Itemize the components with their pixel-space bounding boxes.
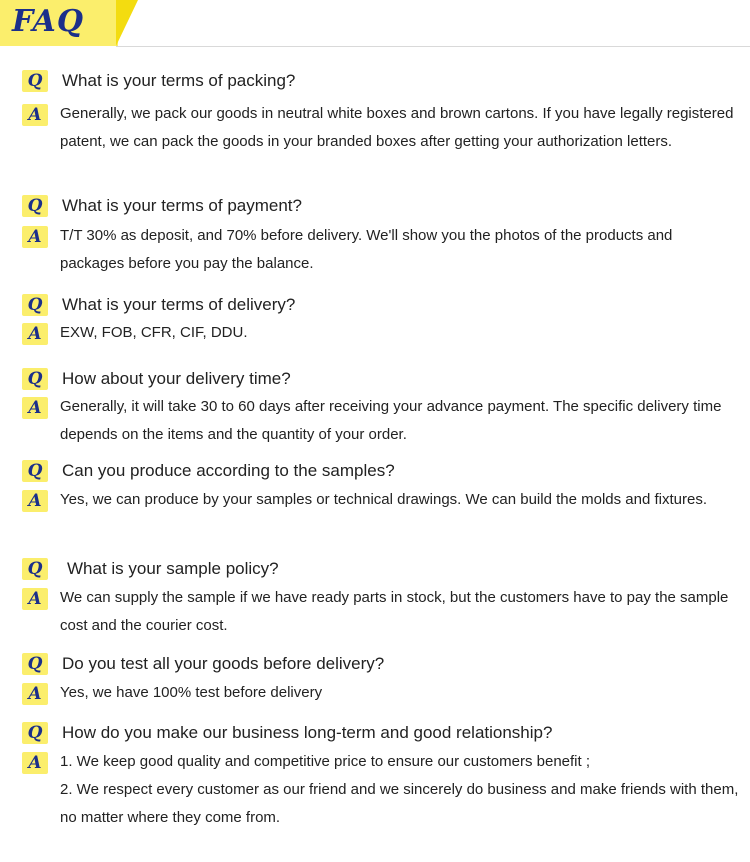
- faq-answer-text: EXW, FOB, CFR, CIF, DDU.: [60, 324, 248, 341]
- answer-badge: A: [22, 683, 48, 705]
- answer-badge: A: [22, 588, 48, 610]
- faq-question: How do you make our business long-term and good relationship?: [62, 723, 553, 742]
- faq-answer: [60, 222, 740, 278]
- question-badge: Q: [22, 195, 48, 217]
- answer-badge: A: [22, 323, 48, 345]
- faq-answer-text: 2. We respect every customer as our friend and we sincerely do business and make friends with them, no matter where they come from.: [60, 781, 739, 826]
- faq-question: How about your delivery time?: [62, 369, 291, 388]
- faq-answer: [60, 100, 740, 156]
- answer-badge: A: [22, 397, 48, 419]
- faq-question: What is your terms of delivery?: [62, 295, 296, 314]
- faq-header: [0, 0, 750, 48]
- faq-question: What is your terms of payment?: [62, 196, 302, 215]
- question-badge: Q: [22, 70, 48, 92]
- faq-answer-text: Yes, we have 100% test before delivery: [60, 684, 323, 701]
- answer-badge: A: [22, 226, 48, 248]
- faq-answer: [60, 319, 740, 347]
- faq-answer-text: Yes, we can produce by your samples or technical drawings. We can build the molds and fixtures.: [60, 491, 708, 508]
- question-badge: Q: [22, 558, 48, 580]
- faq-answer-text: Generally, we pack our goods in neutral white boxes and brown cartons. If you have legally registered patent, we can pack the goods in your branded boxes after getting your authorization letters.: [60, 105, 734, 150]
- faq-question: Can you produce according to the samples?: [62, 461, 395, 480]
- faq-header-banner-tip: [116, 0, 138, 46]
- answer-badge: A: [22, 490, 48, 512]
- question-badge: Q: [22, 722, 48, 744]
- faq-answer-text: T/T 30% as deposit, and 70% before delivery. We'll show you the photos of the products and packages before you pay the balance.: [60, 227, 673, 272]
- answer-badge: A: [22, 104, 48, 126]
- faq-question: What is your sample policy?: [67, 559, 279, 578]
- faq-answer: [60, 393, 740, 449]
- faq-answer-text: We can supply the sample if we have ready parts in stock, but the customers have to pay the sample cost and the courier cost.: [60, 589, 729, 634]
- question-badge: Q: [22, 368, 48, 390]
- header-divider: [116, 46, 750, 47]
- question-badge: Q: [22, 294, 48, 316]
- faq-question: What is your terms of packing?: [62, 71, 296, 90]
- faq-question: Do you test all your goods before delivery?: [62, 654, 385, 673]
- faq-answer: [60, 486, 740, 514]
- faq-answer-text: 1. We keep good quality and competitive price to ensure our customers benefit ;: [60, 753, 591, 770]
- faq-answer: [60, 679, 740, 707]
- faq-answer: [60, 584, 740, 640]
- faq-answer: [60, 748, 740, 832]
- page-title: FAQ: [12, 4, 84, 39]
- question-badge: Q: [22, 460, 48, 482]
- faq-answer-text: Generally, it will take 30 to 60 days after receiving your advance payment. The specific delivery time depends on the items and the quantity of your order.: [60, 398, 722, 443]
- answer-badge: A: [22, 752, 48, 774]
- question-badge: Q: [22, 653, 48, 675]
